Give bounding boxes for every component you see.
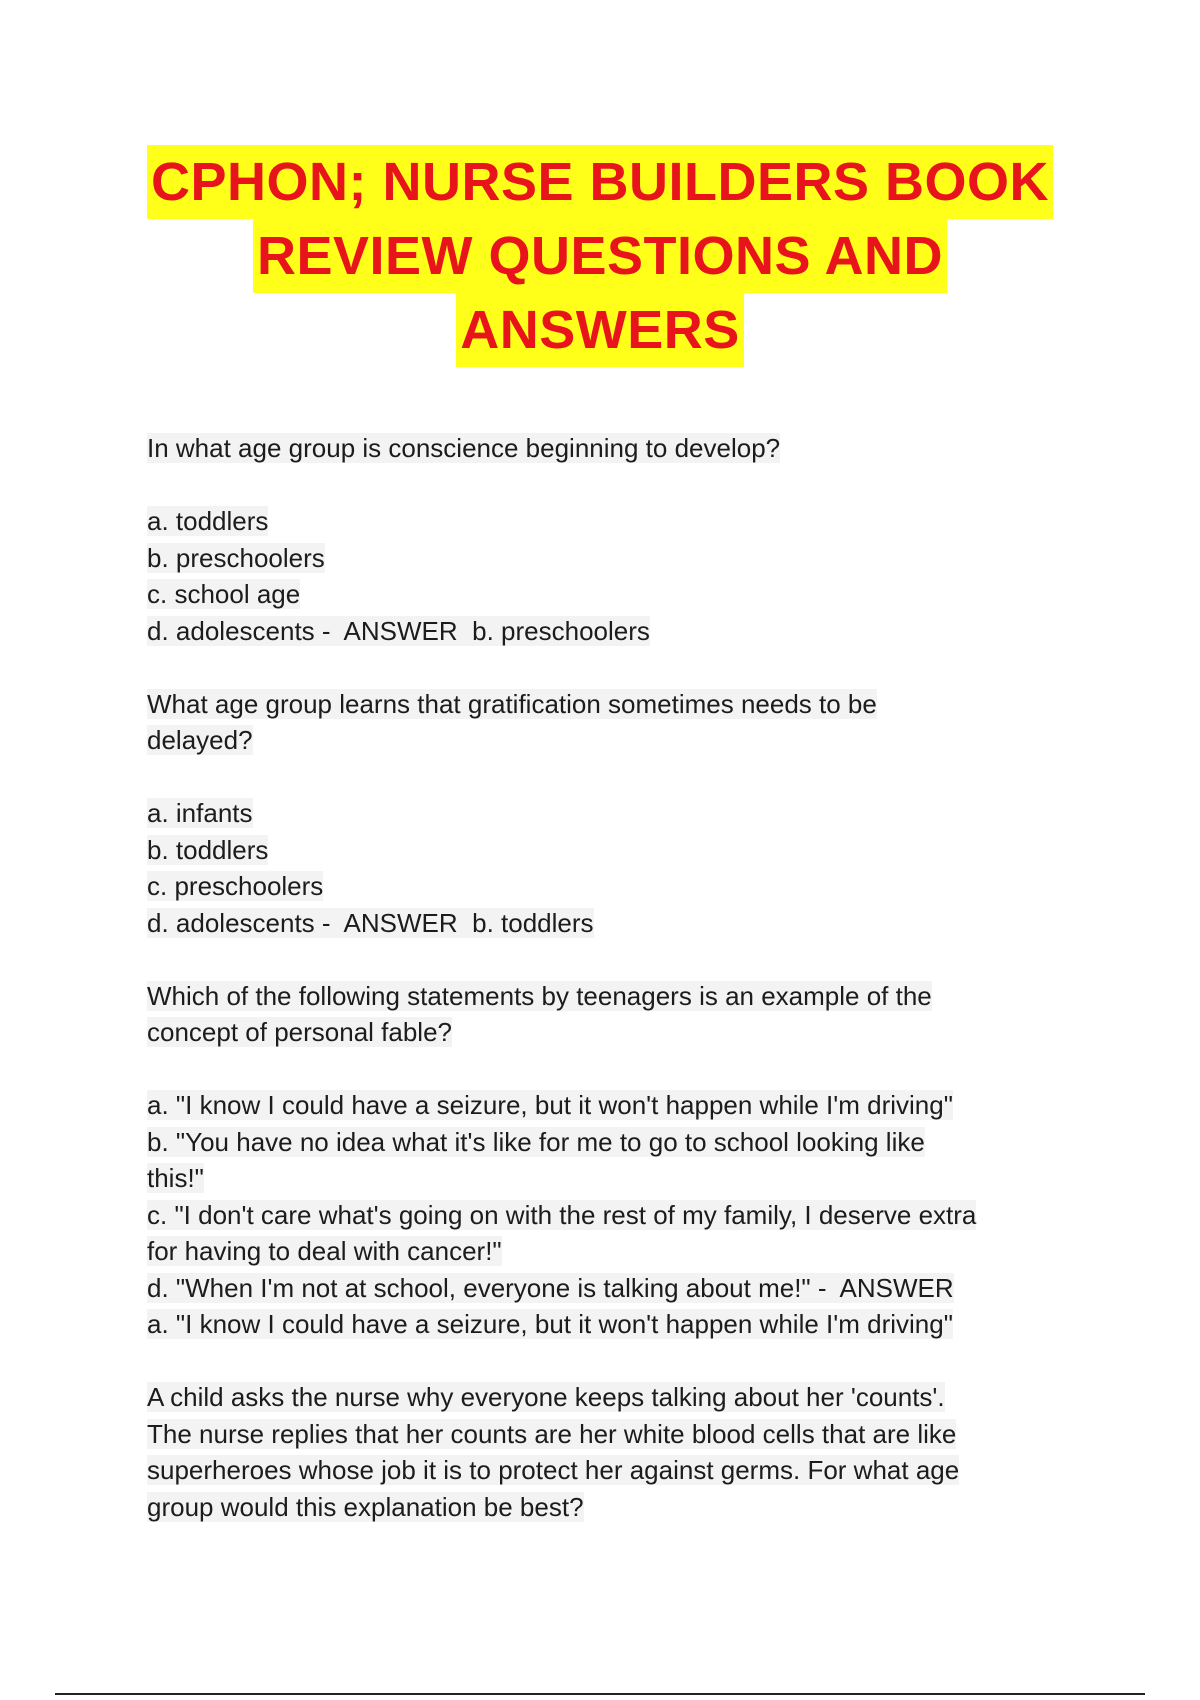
option-line: d. "When I'm not at school, everyone is talking about me!" - ANSWER: [147, 1272, 954, 1303]
option-line: a. infants: [147, 798, 253, 828]
answer-options: [147, 795, 1067, 941]
option-answer-line: a. "I know I could have a seizure, but it won't happen while I'm driving": [147, 1309, 953, 1339]
question-text-line: What age group learns that gratification sometimes needs to be: [147, 688, 877, 719]
question-text-line: The nurse replies that her counts are her white blood cells that are like: [147, 1418, 957, 1449]
footer-divider: [55, 1693, 1145, 1695]
option-line: this!": [147, 1163, 204, 1193]
answer-options: [147, 503, 1067, 649]
question-text-line: group would this explanation be best?: [147, 1491, 584, 1522]
option-line: c. "I don't care what's going on with the rest of my family, I deserve extra: [147, 1199, 977, 1230]
title-line-3: ANSWERS: [456, 293, 744, 367]
option-line: for having to deal with cancer!": [147, 1236, 502, 1266]
option-answer-line: d. adolescents - ANSWER b. toddlers: [147, 907, 594, 938]
title-line-2: REVIEW QUESTIONS AND: [253, 219, 947, 293]
question-item: [147, 978, 1067, 1343]
question-text-line: superheroes whose job it is to protect her against germs. For what age: [147, 1455, 960, 1485]
question-text-line: Which of the following statements by teenagers is an example of the: [147, 980, 932, 1011]
question-item: [147, 1379, 1067, 1525]
option-line: c. school age: [147, 579, 301, 609]
answer-options: [147, 1087, 1067, 1343]
question-stem: [147, 978, 1067, 1051]
option-line: b. toddlers: [147, 834, 269, 865]
option-line: a. "I know I could have a seizure, but it won't happen while I'm driving": [147, 1090, 953, 1120]
option-answer-line: d. adolescents - ANSWER b. preschoolers: [147, 615, 650, 646]
question-text-line: A child asks the nurse why everyone keeps talking about her 'counts'.: [147, 1382, 945, 1412]
document-title: [0, 145, 1200, 367]
question-stem: [147, 430, 1067, 467]
title-line-1: CPHON; NURSE BUILDERS BOOK: [147, 145, 1053, 219]
question-item: [147, 686, 1067, 942]
option-line: b. preschoolers: [147, 542, 325, 573]
questions-list: [147, 430, 1067, 1562]
question-item: [147, 430, 1067, 649]
question-text-line: delayed?: [147, 725, 253, 755]
question-text-line: In what age group is conscience beginning to develop?: [147, 433, 781, 463]
option-line: a. toddlers: [147, 506, 269, 536]
option-line: c. preschoolers: [147, 871, 324, 901]
question-stem: [147, 686, 1067, 759]
question-text-line: concept of personal fable?: [147, 1017, 452, 1047]
option-line: b. "You have no idea what it's like for me to go to school looking like: [147, 1126, 925, 1157]
question-stem: [147, 1379, 1067, 1525]
